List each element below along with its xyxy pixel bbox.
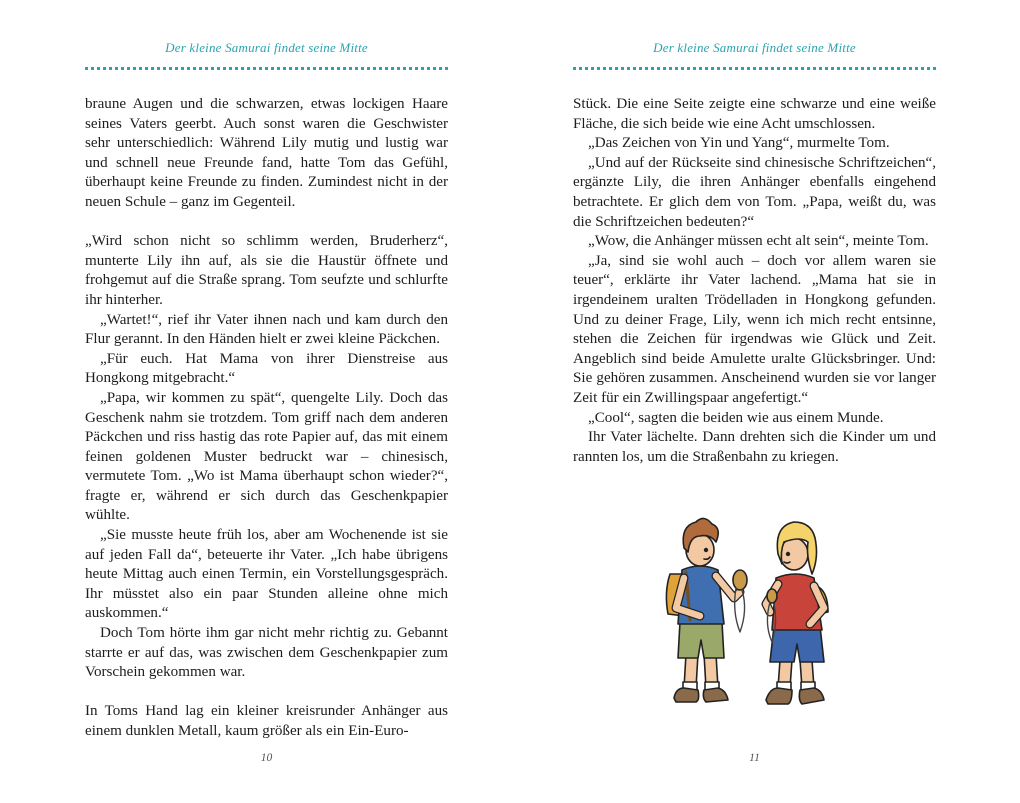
paragraph: braune Augen und die schwarzen, etwas lockigen Haare seines Vaters geerbt. Auch sonst waren die Geschwister sehr unterschiedlich: Während Lily mutig und lustig war und schnell neue Freunde fand, hatte Tom das Gefühl, überhaupt keine Freunde zu finden. Zumindest nicht in der neuen Schule – ganz im Gegenteil. <box>85 96 448 210</box>
paragraph: „Das Zeichen von Yin und Yang“, murmelte Tom. <box>588 135 890 152</box>
running-head: Der kleine Samurai findet seine Mitte <box>165 40 368 55</box>
paragraph: Doch Tom hörte ihm gar nicht mehr richtig zu. Gebannt starrte er auf das, was zwischen dem Geschenkpapier zum Vorschein gekommen war. <box>85 625 448 681</box>
paragraph: Stück. Die eine Seite zeigte eine schwarze und eine weiße Fläche, die sich beide wie eine Acht umschlossen. <box>573 96 936 132</box>
paragraph: Ihr Vater lächelte. Dann drehten sich die Kinder um und rannten los, um die Straßenbahn zu kriegen. <box>573 429 936 465</box>
paragraph: „Und auf der Rückseite sind chinesische Schriftzeichen“, ergänzte Lily, die ihren Anhänger ebenfalls eingehend betrachtete. Er glich dem von Tom. „Papa, weißt du, was die Schriftzeichen bedeuten?“ <box>573 154 936 230</box>
paragraph: In Toms Hand lag ein kleiner kreisrunder Anhänger aus einem dunklen Metall, kaum größer als ein Ein-Euro- <box>85 703 448 739</box>
dotted-divider <box>85 67 448 70</box>
paragraph: „Ja, sind sie wohl auch – doch vor allem waren sie teuer“, erklärte ihr Vater lachend. „Mama hat sie in irgendeinem uralten Trödelladen in Hongkong gefunden. Und zu deiner Frage, Lily, wenn ich mich recht entsinne, stehen die Zeichen für irgendwas wie Glück und Zeit. Angeblich sind beide Amulette uralte Glücksbringer. Und: Sie gehören zusammen. Anscheinend wurden sie vor langer Zeit für ein Zwillingspaar angefertigt.“ <box>573 252 936 406</box>
paragraph: „Cool“, sagten die beiden wie aus einem Munde. <box>588 409 884 426</box>
lily-figure <box>766 522 828 704</box>
paragraph: „Sie musste heute früh los, aber am Wochenende ist sie auf jeden Fall da“, beteuerte ihr Vater. „Ich habe übrigens heute Mittag auch einen Termin, ein Vorstellungsgespräch. Ihr müsstet also ein paar Stunden alleine ohne mich auskommen.“ <box>85 527 448 622</box>
dotted-divider <box>573 67 936 70</box>
children-with-amulets-illustration <box>660 512 860 717</box>
running-head: Der kleine Samurai findet seine Mitte <box>653 40 856 55</box>
paragraph: „Papa, wir kommen zu spät“, quengelte Lily. Doch das Geschenk nahm sie trotzdem. Tom griff nach dem anderen Päckchen und riss hastig das rote Papier auf, das mit einem feinen goldenen Muster bedruckt war – chinesisch, vermutete Tom. „Wo ist Mama überhaupt schon wieder?“, fragte er, während er sich durch das Geschenkpapier wühlte. <box>85 389 448 524</box>
tom-figure <box>666 518 747 702</box>
paragraph: „Wow, die Anhänger müssen echt alt sein“, meinte Tom. <box>588 233 929 250</box>
left-page <box>85 0 448 803</box>
paragraph: „Für euch. Hat Mama von ihrer Dienstreise aus Hongkong mitgebracht.“ <box>85 350 448 387</box>
paragraph: „Wird schon nicht so schlimm werden, Bruderherz“, munterte Lily ihn auf, als sie die Haustür öffnete und frohgemut auf die Straße sprang. Tom seufzte und schlurfte ihr hinterher. <box>85 233 448 308</box>
body-text <box>573 95 936 467</box>
page-number: 11 <box>749 752 760 764</box>
paragraph: „Wartet!“, rief ihr Vater ihnen nach und kam durch den Flur gerannt. In den Händen hielt er zwei kleine Päckchen. <box>85 311 448 348</box>
page-number: 10 <box>260 752 273 764</box>
body-text <box>85 95 448 742</box>
